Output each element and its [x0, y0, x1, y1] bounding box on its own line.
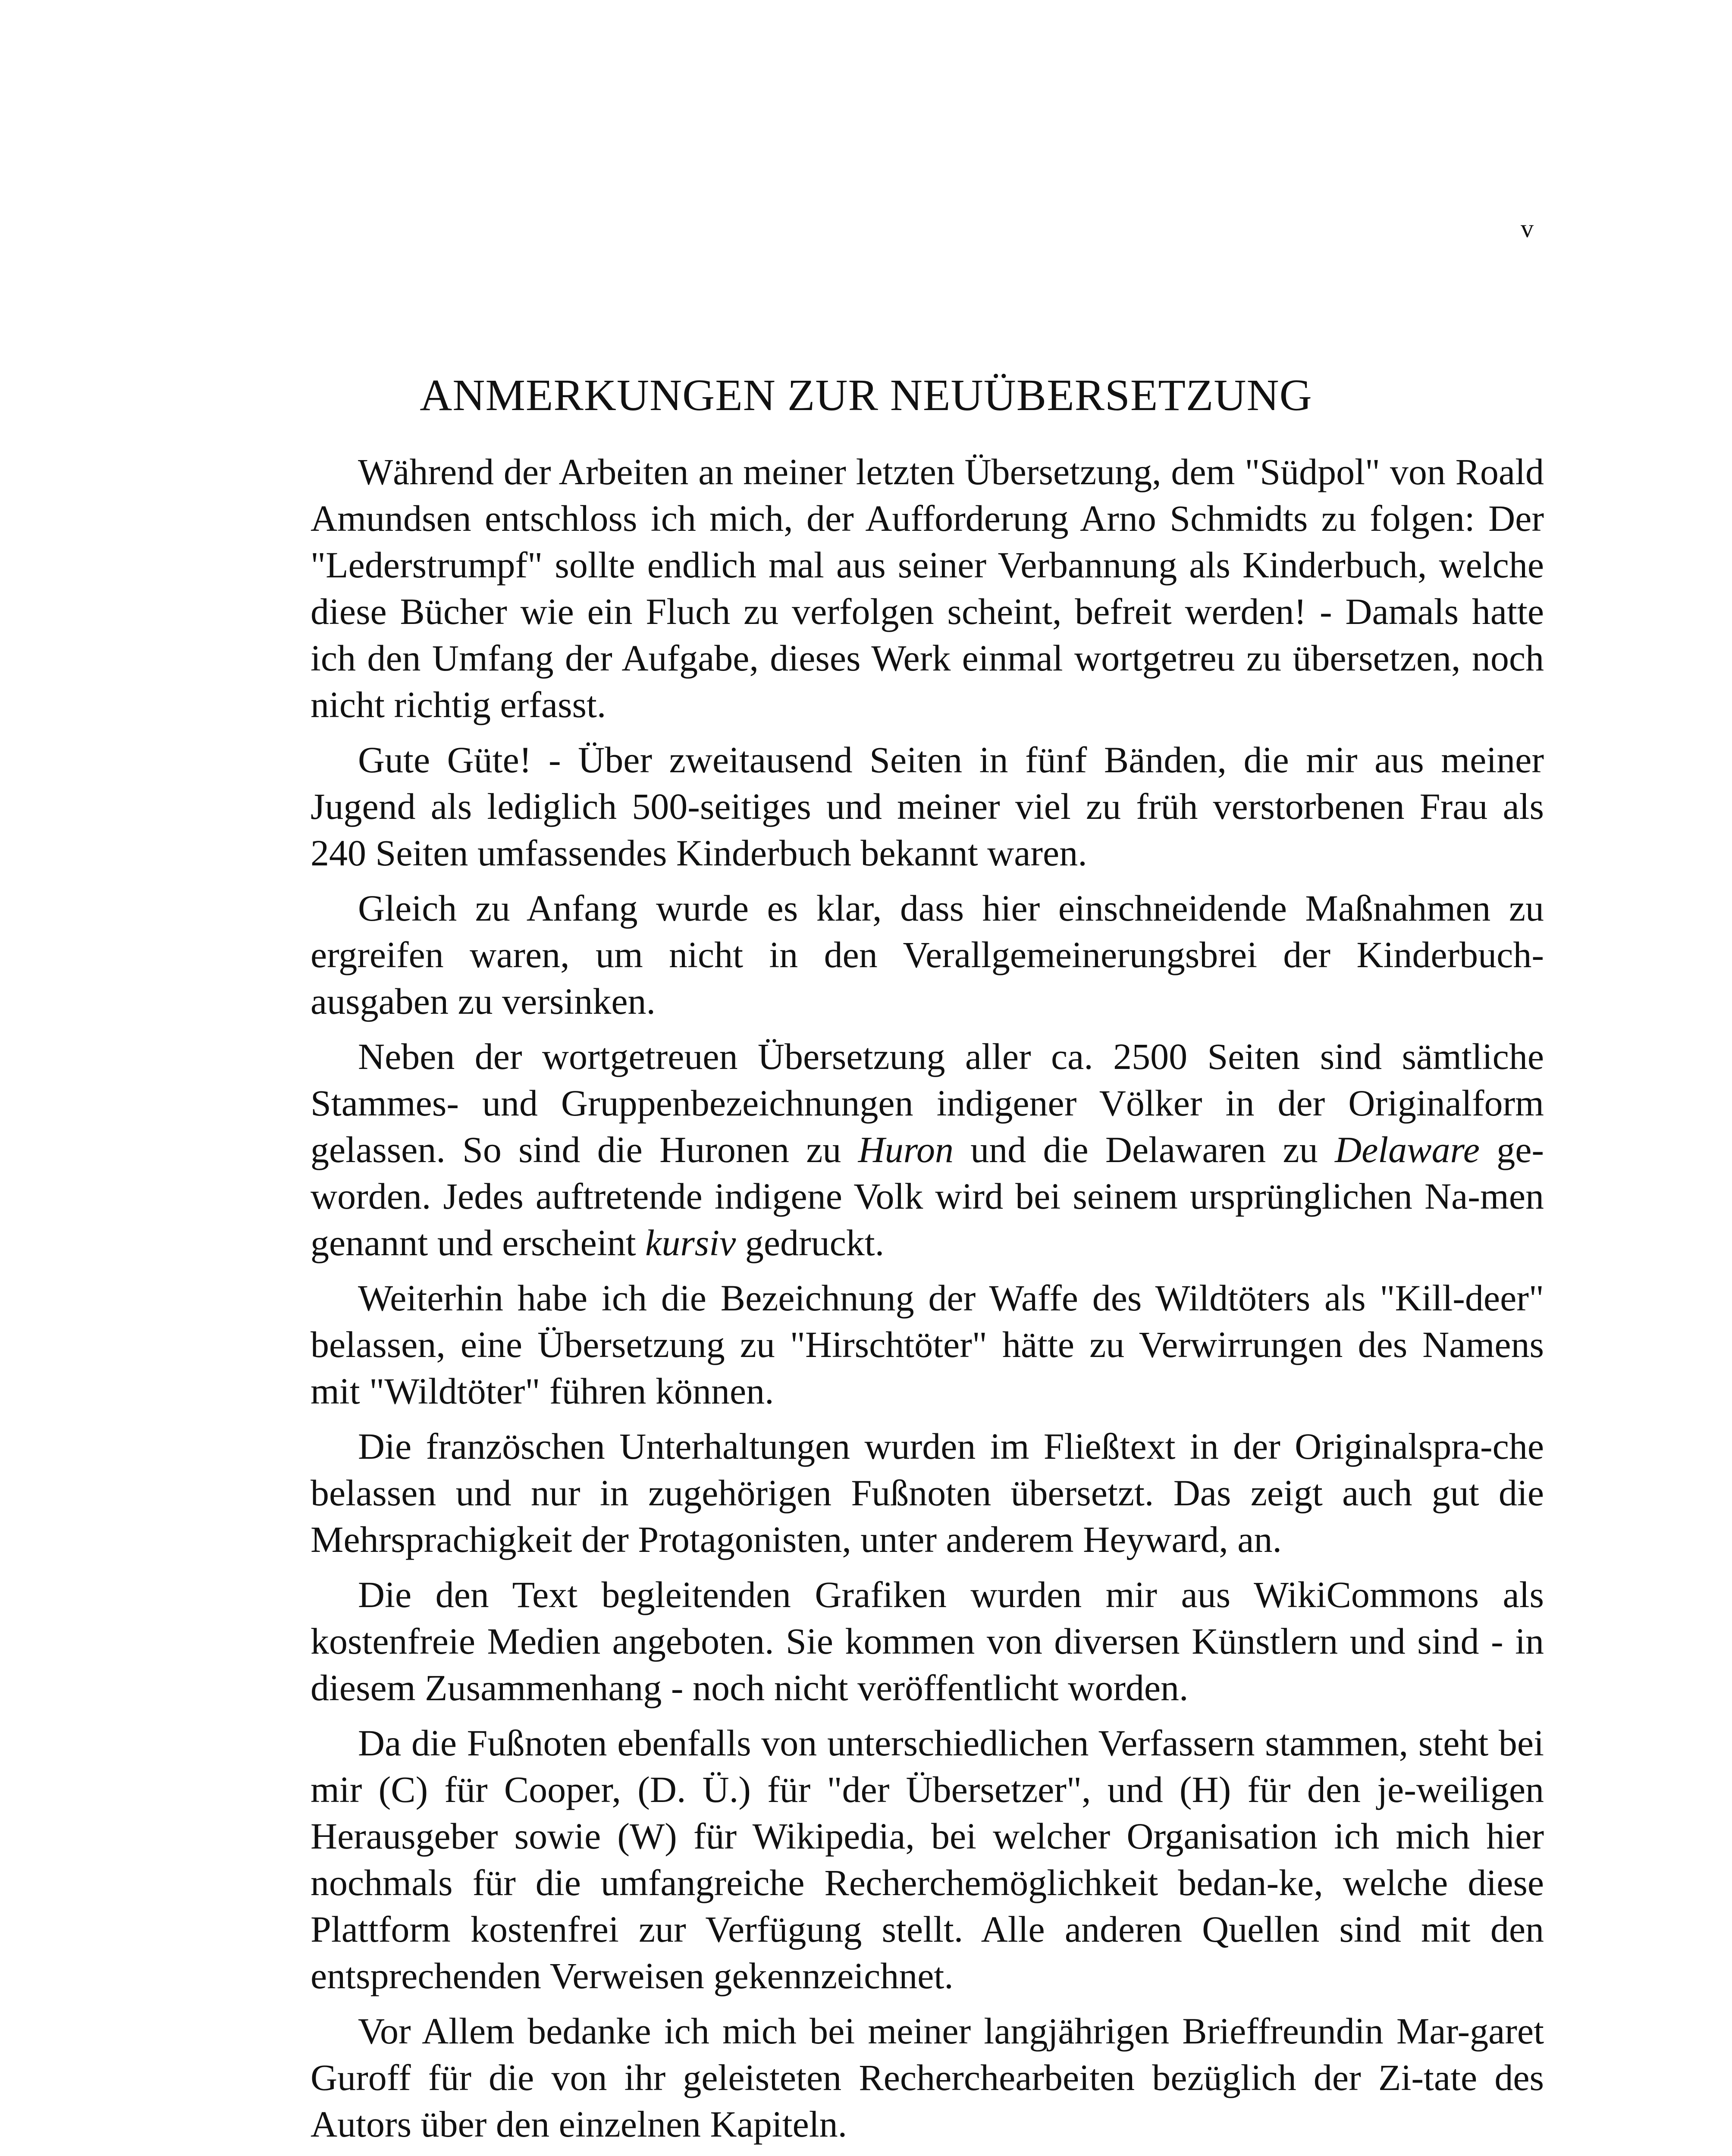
paragraph: Vor Allem bedanke ich mich bei meiner langjährigen Brieffreundin Mar-garet Guroff für die von ihr geleisteten Recherchearbeiten bezüglich der Zi-tate des Autors über den einzelnen Kapiteln. [311, 2010, 1544, 2145]
paragraph: Gleich zu Anfang wurde es klar, dass hier einschneidende Maßnahmen zu ergreifen waren, um nicht in den Verallgemeinerungsbrei der Kinderbuch-ausgaben zu versinken. [311, 887, 1544, 1022]
paragraph: Die den Text begleitenden Grafiken wurden mir aus WikiCommons als kostenfreie Medien angeboten. Sie kommen von diversen Künstlern und sind - in diesem Zusammenhang - noch nicht veröffentlicht worden. [311, 1574, 1544, 1708]
text-segment: und die Delawaren zu [954, 1129, 1335, 1170]
italic-term: kursiv [645, 1222, 736, 1263]
text-segment: ge-worden. Jedes auftretende indigene Volk wird bei seinem ursprünglichen Na-men genannt und erscheint [311, 1129, 1544, 1263]
paragraph [311, 1033, 1544, 1266]
italic-term: Huron [858, 1129, 954, 1170]
paragraph: Die französchen Unterhaltungen wurden im Fließtext in der Originalspra-che belassen und nur in zugehörigen Fußnoten übersetzt. Das zeigt auch gut die Mehrsprachigkeit der Protagonisten, unter anderem Heyward, an. [311, 1426, 1544, 1560]
body-text [311, 448, 1544, 2156]
page-title: ANMERKUNGEN ZUR NEUÜBERSETZUNG [420, 370, 1312, 420]
paragraph: Gute Güte! - Über zweitausend Seiten in fünf Bänden, die mir aus meiner Jugend als lediglich 500-seitiges und meiner viel zu früh verstorbenen Frau als 240 Seiten umfassendes Kinderbuch bekannt waren. [311, 739, 1544, 874]
paragraph: Weiterhin habe ich die Bezeichnung der Waffe des Wildtöters als "Kill-deer" belassen, eine Übersetzung zu "Hirschtöter" hätte zu Verwirrungen des Namens mit "Wildtöter" führen können. [311, 1277, 1544, 1412]
paragraph: Während der Arbeiten an meiner letzten Übersetzung, dem "Südpol" von Roald Amundsen entschloss ich mich, der Aufforderung Arno Schmidts zu folgen: Der "Lederstrumpf" sollte endlich mal aus seiner Verbannung als Kinderbuch, welche diese Bücher wie ein Fluch zu verfolgen scheint, befreit werden! - Damals hatte ich den Umfang der Aufgabe, dieses Werk einmal wortgetreu zu übersetzen, noch nicht richtig erfasst. [311, 451, 1544, 725]
page-number: v [1521, 214, 1534, 243]
text-segment: Neben der wortgetreuen Übersetzung aller ca. 2500 Seiten sind sämtliche Stammes- und Gruppenbezeichnungen indigener Völker in der Originalform gelassen. So sind die Huronen zu [311, 1036, 1544, 1170]
paragraph: Da die Fußnoten ebenfalls von unterschiedlichen Verfassern stammen, steht bei mir (C) für Cooper, (D. Ü.) für "der Übersetzer", und (H) für den je-weiligen Herausgeber sowie (W) für Wikipedia, bei welcher Organisation ich mich hier nochmals für die umfangreiche Recherchemöglichkeit bedan-ke, welche diese Plattform kostenfrei zur Verfügung stellt. Alle anderen Quellen sind mit den entsprechenden Verweisen gekennzeichnet. [311, 1722, 1544, 1996]
italic-term: Delaware [1334, 1129, 1480, 1170]
text-segment: gedruckt. [736, 1222, 885, 1263]
